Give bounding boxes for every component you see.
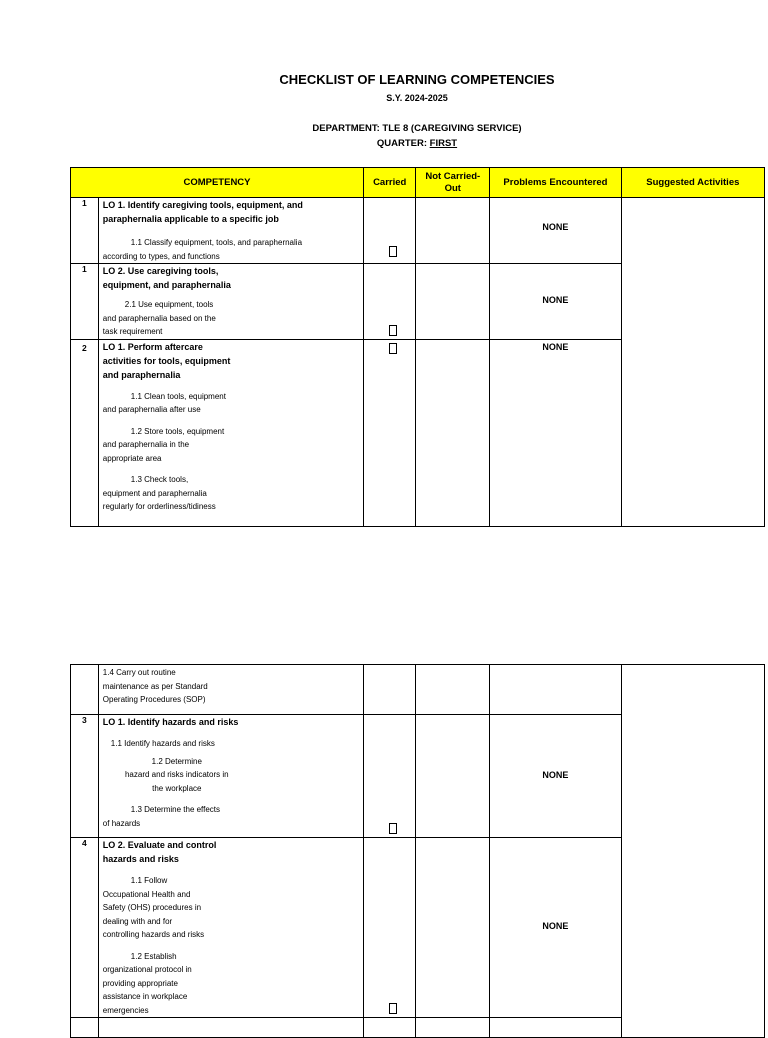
competency-cell bbox=[98, 198, 363, 264]
learning-outcome: LO 1. Identify caregiving tools, equipment, and paraphernalia applicable to a specific job bbox=[102, 200, 303, 224]
competency-table-continued bbox=[70, 664, 765, 1038]
header-problems: Problems Encountered bbox=[490, 168, 622, 198]
competency-cell bbox=[98, 665, 363, 715]
learning-outcome: LO 2. Evaluate and control hazards and risks bbox=[102, 840, 217, 864]
sub-competency: 1.1 Classify equipment, tools, and paraphernalia according to types, and functions bbox=[102, 238, 303, 261]
row-number bbox=[71, 665, 99, 715]
problems-cell: NONE bbox=[490, 264, 622, 340]
competency-table bbox=[70, 167, 765, 527]
suggested-cell bbox=[621, 198, 764, 527]
carried-cell bbox=[364, 264, 416, 340]
sub-competency: 2.1 Use equipment, tools and paraphernalia based on the task requirement bbox=[102, 300, 216, 336]
carried-cell bbox=[363, 715, 415, 838]
carried-cell bbox=[364, 198, 416, 264]
carried-cell bbox=[363, 1018, 415, 1038]
competency-cell bbox=[98, 715, 363, 838]
sub-competency: 1.4 Carry out routine maintenance as per Standard Operating Procedures (SOP) bbox=[102, 668, 208, 704]
not-carried-cell bbox=[416, 665, 490, 715]
checkbox-icon[interactable] bbox=[389, 1003, 397, 1014]
checkbox-icon[interactable] bbox=[389, 343, 397, 354]
quarter-label: QUARTER: bbox=[376, 138, 430, 149]
competency-cell bbox=[98, 838, 363, 1018]
checkbox-icon[interactable] bbox=[389, 246, 397, 257]
not-carried-cell bbox=[416, 1018, 490, 1038]
competency-cell bbox=[98, 339, 363, 526]
header-carried: Carried bbox=[364, 168, 416, 198]
table-header-row bbox=[71, 168, 765, 198]
carried-cell bbox=[363, 838, 415, 1018]
not-carried-cell bbox=[416, 264, 490, 340]
row-number: 4 bbox=[71, 838, 99, 1018]
sub-competency: 1.2 Store tools, equipment and paraphernalia in the appropriate area bbox=[102, 426, 225, 463]
learning-outcome: LO 1. Perform aftercare activities for tools, equipment and paraphernalia bbox=[102, 341, 231, 380]
quarter-value: FIRST bbox=[429, 138, 458, 149]
table-row bbox=[71, 665, 765, 715]
sub-competency: 1.2 Establish organizational protocol in providing appropriate assistance in workplace emergencies bbox=[102, 951, 192, 1015]
checkbox-icon[interactable] bbox=[389, 823, 397, 834]
carried-cell bbox=[363, 665, 415, 715]
not-carried-cell bbox=[416, 198, 490, 264]
learning-outcome: LO 1. Identify hazards and risks bbox=[102, 717, 239, 727]
not-carried-cell bbox=[416, 715, 490, 838]
sub-competency: 1.1 Clean tools, equipment and paraphernalia after use bbox=[102, 391, 226, 414]
competency-cell bbox=[98, 264, 363, 340]
problems-cell bbox=[490, 665, 622, 715]
suggested-cell bbox=[621, 665, 764, 1038]
problems-cell: NONE bbox=[490, 339, 622, 526]
row-number: 1 bbox=[71, 198, 99, 264]
school-year: S.Y. 2024-2025 bbox=[386, 93, 448, 103]
not-carried-cell bbox=[416, 838, 490, 1018]
row-number: 1 bbox=[71, 264, 99, 340]
carried-cell bbox=[364, 339, 416, 526]
header-competency: COMPETENCY bbox=[71, 168, 364, 198]
problems-cell bbox=[490, 1018, 622, 1038]
header-not-carried: Not Carried- Out bbox=[416, 168, 490, 198]
problems-cell: NONE bbox=[490, 838, 622, 1018]
sub-competency: 1.3 Determine the effects of hazards bbox=[102, 805, 221, 828]
page-title: CHECKLIST OF LEARNING COMPETENCIES bbox=[279, 72, 555, 87]
problems-cell: NONE bbox=[490, 198, 622, 264]
competency-cell bbox=[98, 1018, 363, 1038]
learning-outcome: LO 2. Use caregiving tools, equipment, and paraphernalia bbox=[102, 266, 231, 290]
header-suggested: Suggested Activities bbox=[621, 168, 764, 198]
sub-competency: 1.3 Check tools, equipment and paraphernalia regularly for orderliness/tidiness bbox=[102, 475, 216, 511]
sub-competency: 1.2 Determine hazard and risks indicators in the workplace bbox=[124, 756, 229, 793]
problems-cell: NONE bbox=[490, 715, 622, 838]
quarter bbox=[0, 138, 768, 149]
row-number: 3 bbox=[71, 715, 99, 838]
sub-competency: 1.1 Identify hazards and risks bbox=[110, 739, 215, 748]
row-number bbox=[71, 1018, 99, 1038]
not-carried-cell bbox=[416, 339, 490, 526]
sub-competency: 1.1 Follow Occupational Health and Safety (OHS) procedures in dealing with and for controlling hazards and risks bbox=[102, 876, 205, 939]
row-number: 2 bbox=[71, 339, 99, 526]
department: DEPARTMENT: TLE 8 (CAREGIVING SERVICE) bbox=[312, 123, 522, 134]
checkbox-icon[interactable] bbox=[389, 325, 397, 336]
table-row bbox=[71, 198, 765, 264]
